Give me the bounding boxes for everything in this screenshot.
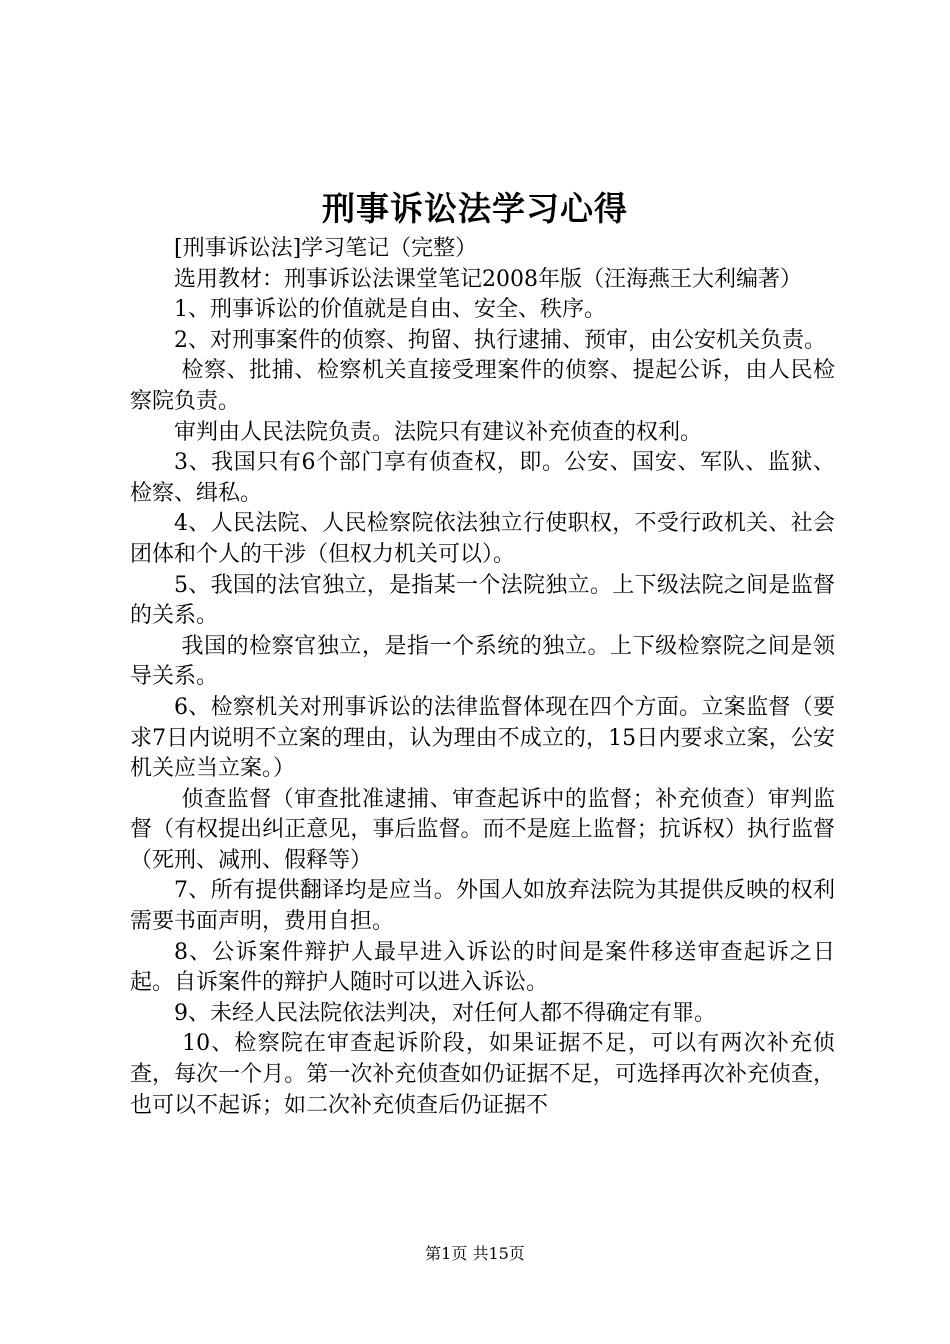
page-number-footer: 第1页 共15页: [425, 1244, 525, 1263]
paragraph-item-6: 6、检察机关对刑事诉讼的法律监督体现在四个方面。立案监督（要求7日内说明不立案的理由，认为理由不成立的，15日内要求立案，公安机关应当立案。）: [130, 694, 835, 782]
paragraph-item-2-court: 审判由人民法院负责。法院只有建议补充侦查的权利。: [174, 419, 703, 445]
document-body: [130, 234, 835, 1121]
paragraph-item-3: 3、我国只有6个部门享有侦查权，即。公安、国安、军队、监狱、检察、缉私。: [130, 450, 835, 506]
paragraph-item-2-procuratorate: 检察、批捕、检察机关直接受理案件的侦察、提起公诉，由人民检察院负责。: [130, 358, 835, 414]
paragraph-item-7: 7、所有提供翻译均是应当。外国人如放弃法院为其提供反映的权利需要书面声明，费用自担。: [130, 878, 835, 935]
paragraph-item-8: 8、公诉案件辩护人最早进入诉讼的时间是案件移送审查起诉之日起。自诉案件的辩护人随时可以进入诉讼。: [130, 939, 835, 996]
paragraph-heading: [刑事诉讼法]学习笔记（完整）: [174, 236, 478, 261]
paragraph-item-1: 1、刑事诉讼的价值就是自由、安全、秩序。: [174, 297, 606, 323]
paragraph-textbook: 选用教材：刑事诉讼法课堂笔记2008年版（汪海燕王大利编著）: [174, 266, 802, 292]
paragraph-item-10: 10、检察院在审查起诉阶段，如果证据不足，可以有两次补充侦查，每次一个月。第一次补充侦查如仍证据不足，可选择再次补充侦查，也可以不起诉；如二次补充侦查后仍证据不: [130, 1031, 835, 1118]
paragraph-item-6-supervision: 侦查监督（审查批准逮捕、审查起诉中的监督；补充侦查）审判监督（有权提出纠正意见，事后监督。而不是庭上监督；抗诉权）执行监督（死刑、减刑、假释等）: [130, 786, 835, 873]
paragraph-item-5-prosecutor: 我国的检察官独立，是指一个系统的独立。上下级检察院之间是领导关系。: [130, 633, 835, 690]
paragraph-item-2: 2、对刑事案件的侦察、拘留、执行逮捕、预审，由公安机关负责。: [174, 327, 826, 353]
paragraph-item-5: 5、我国的法官独立，是指某一个法院独立。上下级法院之间是监督的关系。: [130, 572, 835, 629]
paragraph-item-9: 9、未经人民法院依法判决，对任何人都不得确定有罪。: [174, 1000, 716, 1026]
paragraph-item-4: 4、人民法院、人民检察院依法独立行使职权，不受行政机关、社会团体和个人的干涉（但权力机关可以）。: [130, 511, 835, 567]
document-title: 刑事诉讼法学习心得: [322, 189, 628, 228]
